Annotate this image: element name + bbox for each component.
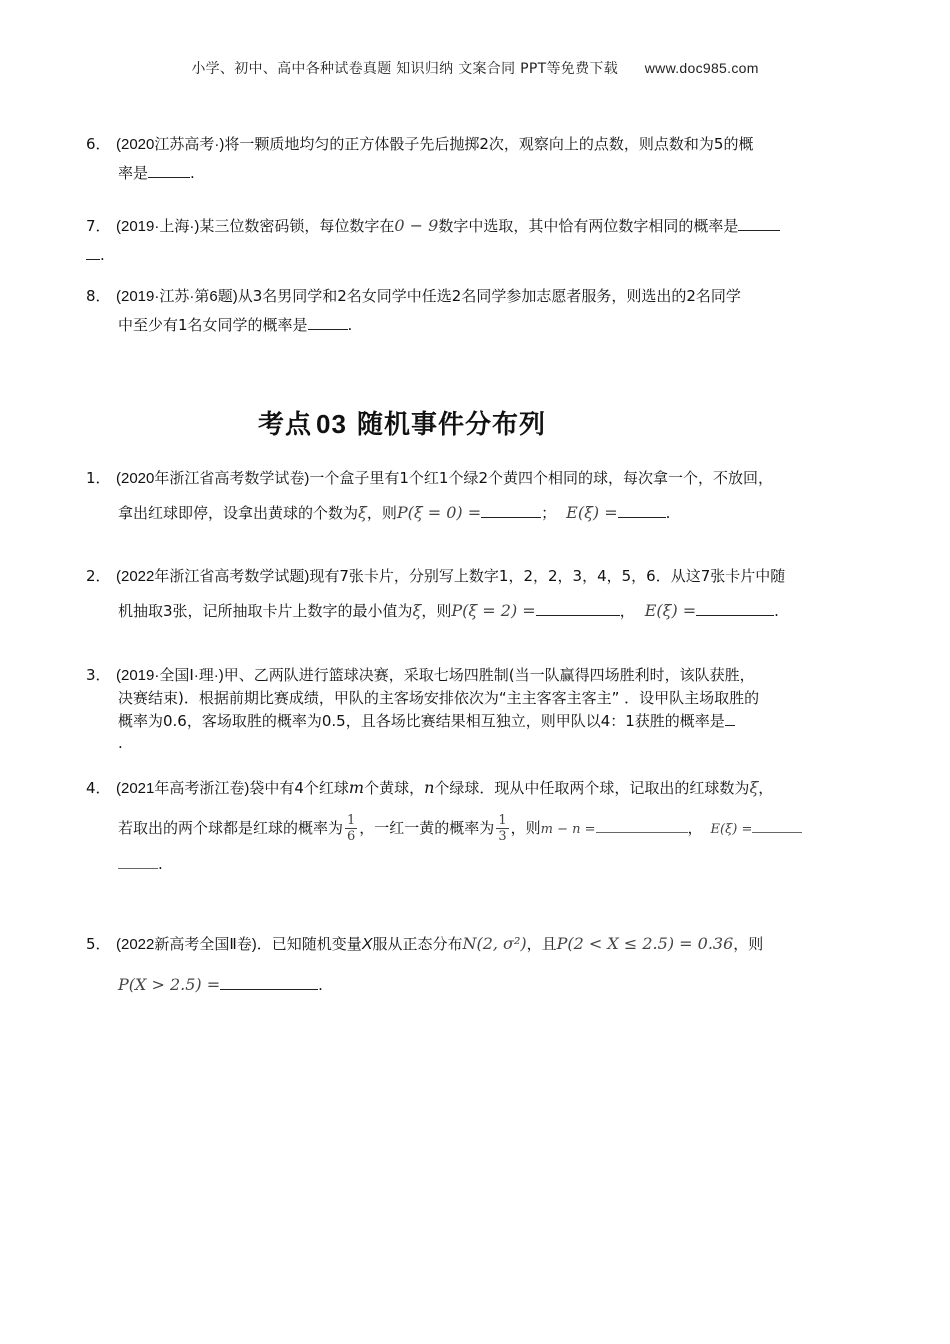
answer-blank[interactable] <box>738 214 780 231</box>
answer-blank-mn[interactable] <box>596 816 688 833</box>
fraction-one-sixth: $\frac{1}{6}$ <box>347 813 356 844</box>
answer-blank-p[interactable] <box>481 501 541 518</box>
page-header <box>0 58 950 78</box>
answer-blank-e[interactable] <box>618 501 666 518</box>
answer-blank-p[interactable] <box>536 599 620 616</box>
answer-blank[interactable] <box>725 709 735 726</box>
question-4: 4． (2021年高考浙江卷)袋中有4个红球m个黄球，n个绿球．现从中任取两个球，记取出的红球数为ξ， 若取出的两个球都是红球的概率为 $\frac{1}{6}$ ，一红一黄的概率为 $\frac{1}{3}$ ，则m − n = ， E(ξ) = . <box>86 774 876 878</box>
question-1: 1． (2020年浙江省高考数学试卷)一个盒子里有1个红1个绿2个黄四个相同的球，每次拿一个，不放回， 拿出红球即停，设拿出黄球的个数为ξ，则P(ξ = 0) = ； E(ξ) = . <box>86 469 774 522</box>
question-3: 3． (2019·全国Ⅰ·理·)甲、乙两队进行篮球决赛，采取七场四胜制(当一队赢得四场胜利时，该队获胜， 决赛结束)．根据前期比赛成绩，甲队的主客场安排依次为“主主客客主客主” ．设甲队主场取胜的 概率为0.6，客场取胜的概率为0.5，且各场比赛结果相互独立，则甲队以4：1获胜的概率是 . <box>86 666 760 752</box>
answer-blank[interactable] <box>220 973 318 990</box>
header-text: 小学、初中、高中各种试卷真题 知识归纳 文案合同 PPT等免费下载 <box>191 61 618 77</box>
answer-blank-continued[interactable] <box>86 243 100 260</box>
answer-blank-e[interactable] <box>752 816 802 833</box>
question-2: 2． (2022年浙江省高考数学试题)现有7张卡片，分别写上数字1，2，2，3，4，5，6．从这7张卡片中随 机抽取3张，记所抽取卡片上数字的最小值为ξ，则P(ξ = 2) = ， E(ξ) = . <box>86 567 786 620</box>
question-6: 6． (2020江苏高考·)将一颗质地均匀的正方体骰子先后抛掷2次，观察向上的点数，则点数和为5的概 率是 . <box>86 135 754 182</box>
question-8: 8． (2019·江苏·第6题)从3名男同学和2名女同学中任选2名同学参加志愿者服务，则选出的2名同学 中至少有1名女同学的概率是 . <box>86 287 741 334</box>
answer-blank-e-continued[interactable] <box>118 852 158 869</box>
answer-blank[interactable] <box>308 313 348 330</box>
section-title: 考点 03 随机事件分布列 <box>258 409 546 440</box>
fraction-one-third: $\frac{1}{3}$ <box>498 813 507 844</box>
question-7: 7． (2019·上海·)某三位数密码锁，每位数字在0 − 9数字中选取，其中恰有两位数字相同的概率是 . <box>86 212 876 269</box>
answer-blank-e[interactable] <box>696 599 774 616</box>
answer-blank[interactable] <box>148 161 190 178</box>
header-site-link[interactable]: www.doc985.com <box>644 60 759 76</box>
question-5: 5． (2022新高考全国Ⅱ卷)．已知随机变量X服从正态分布N(2, σ²)，且P(2 < X ≤ 2.5) = 0.36，则 P(X > 2.5) = . <box>86 934 764 994</box>
